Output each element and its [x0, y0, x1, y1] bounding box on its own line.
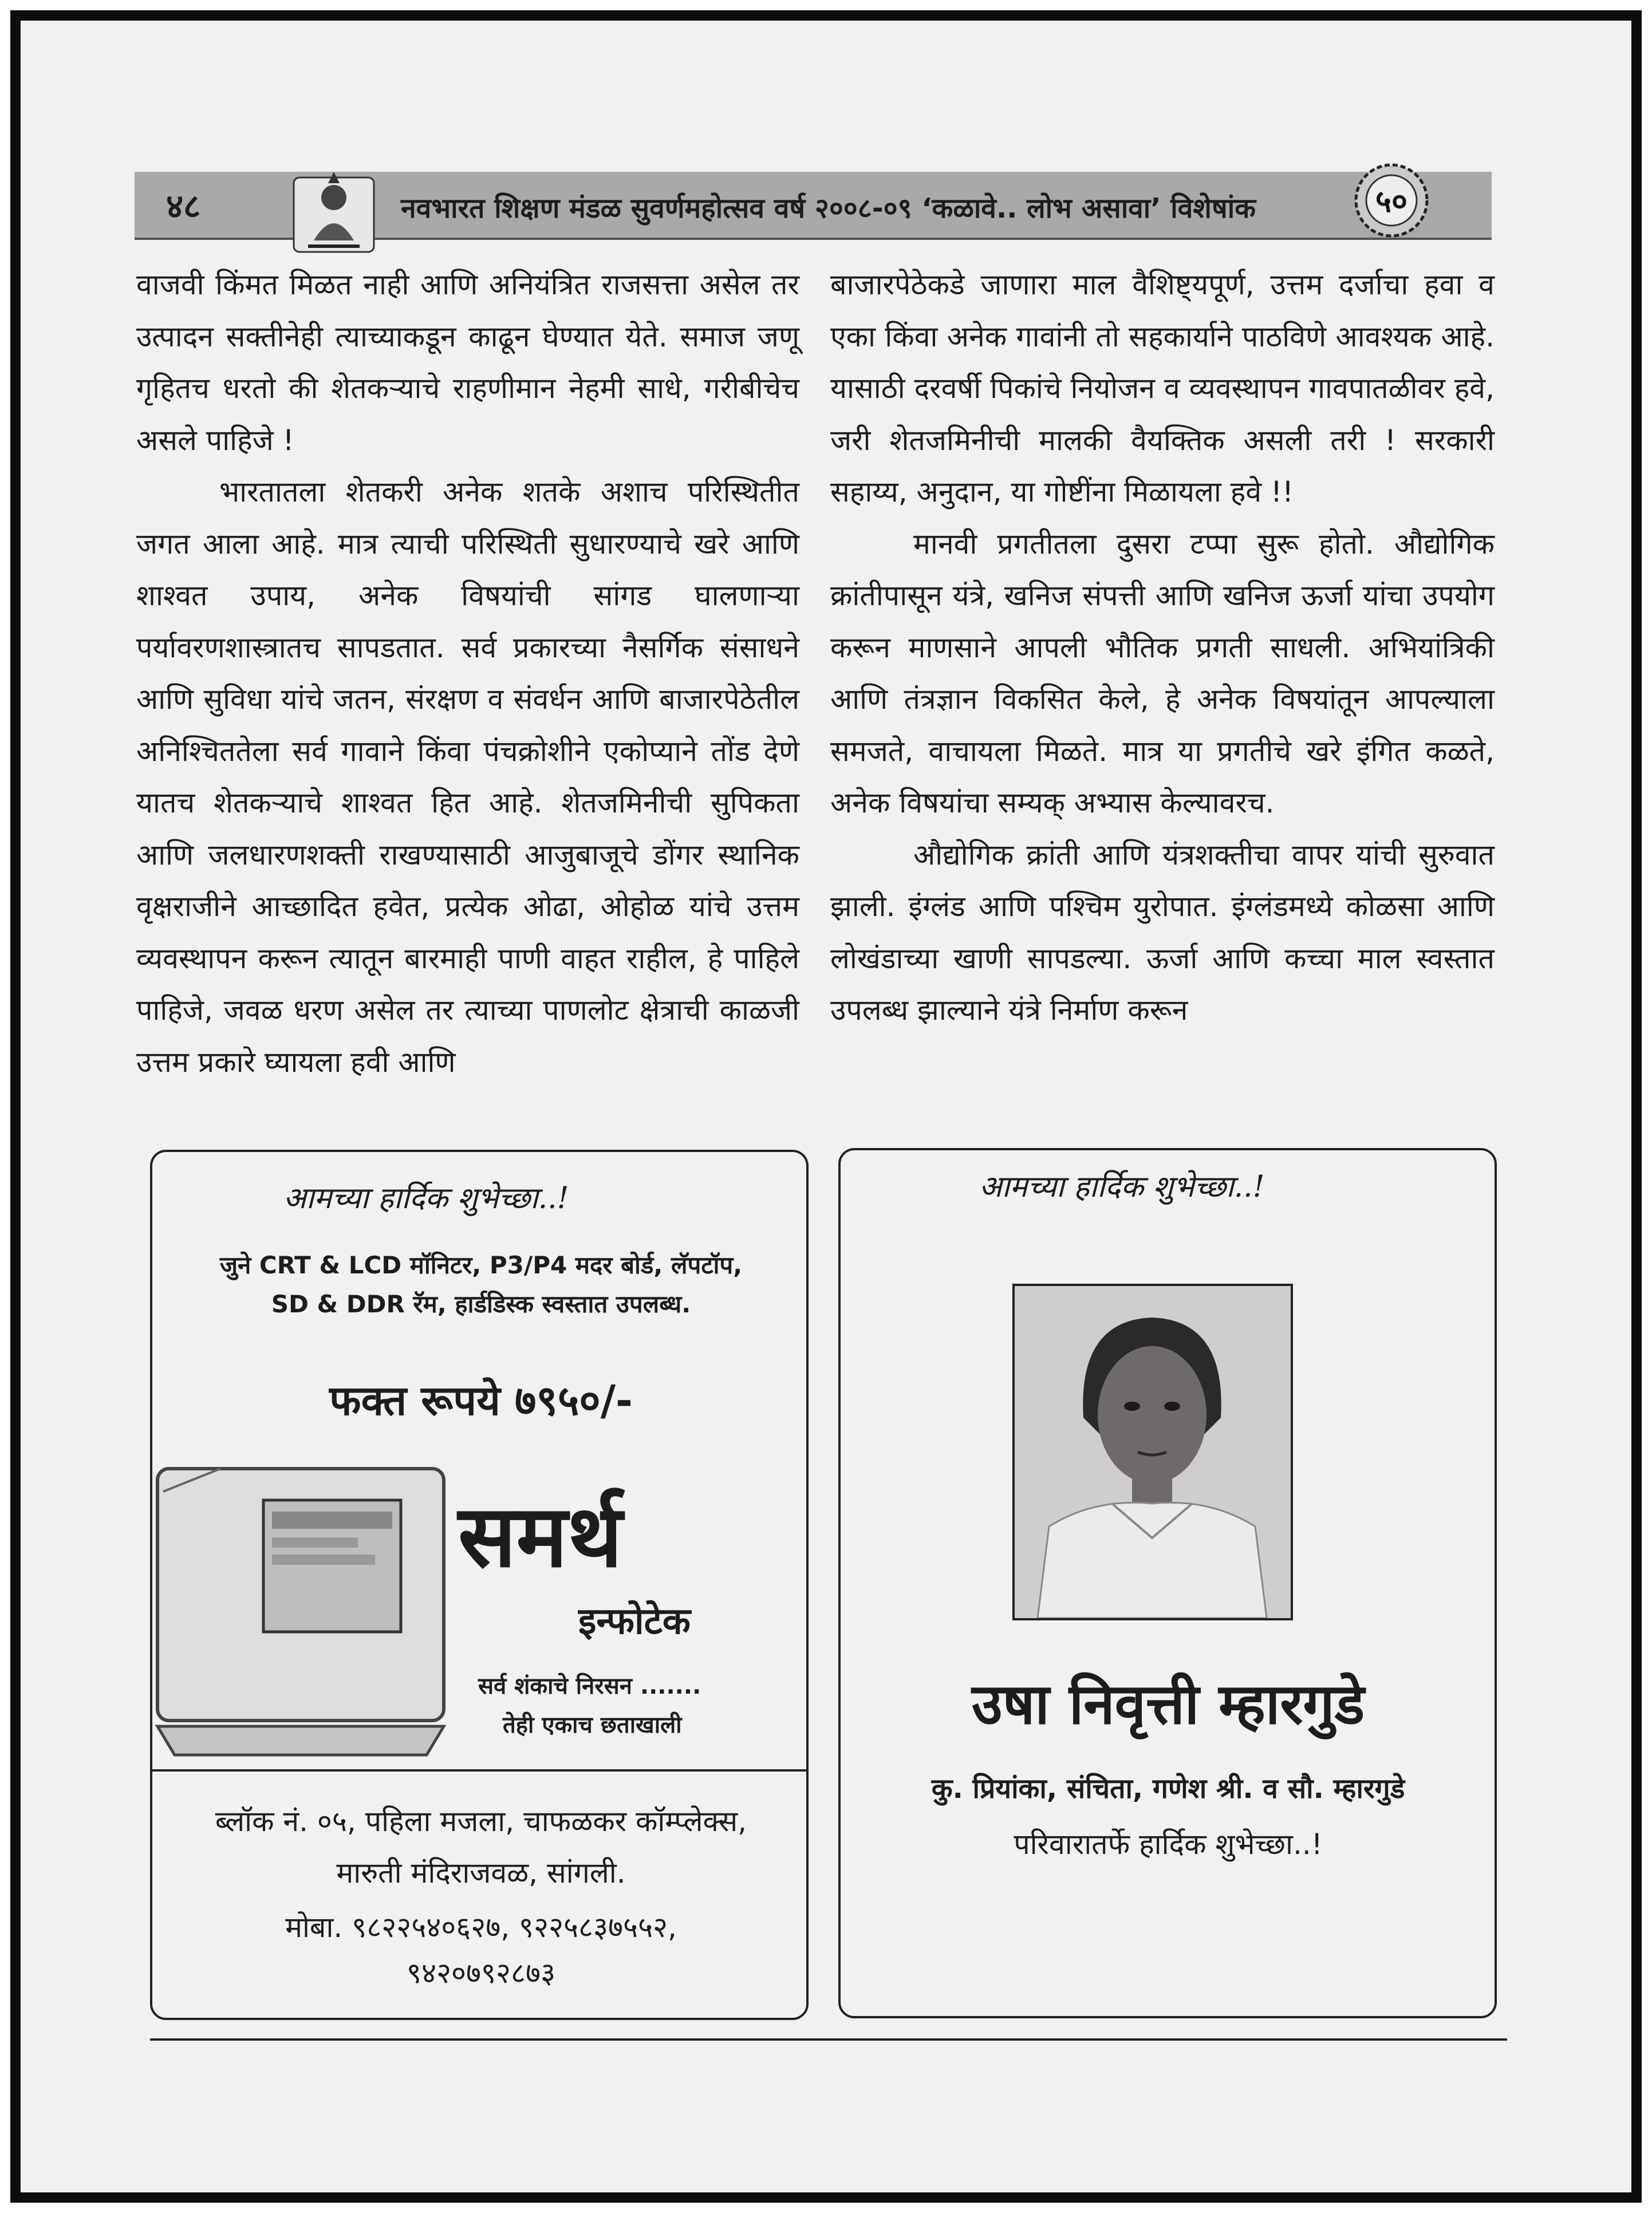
ad-address: ब्लॉक नं. ०५, पहिला मजला, चाफळकर कॉम्प्लेक्स,: [215, 1805, 747, 1838]
golden-jubilee-emblem-icon: [1351, 160, 1432, 240]
article-left-column: [136, 259, 799, 1088]
ad-tagline: तेही एकाच छताखाली: [503, 1712, 682, 1738]
ad-phone: मोबा. ९८२२५४०६२७, ९२२५८३७५५२,: [285, 1911, 677, 1944]
article-paragraph: औद्योगिक क्रांती आणि यंत्रशक्तीचा वापर यांची सुरुवात झाली. इंग्लंड आणि पश्चिम युरोपात. इंग्लंडमध्ये कोळसा आणि लोखंडाच्या खाणी सापडल्या. ऊर्जा आणि कच्चा माल स्वस्तात उपलब्ध झाल्याने यंत्रे निर्माण करून: [830, 838, 1495, 1027]
ad-greeting: आमच्या हार्दिक शुभेच्छा..!: [283, 1181, 569, 1216]
ad-greeting: आमच्या हार्दिक शुभेच्छा..!: [979, 1170, 1265, 1204]
article-paragraph: वाजवी किंमत मिळत नाही आणि अनियंत्रित राजसत्ता असेल तर उत्पादन सक्तीनेही त्याच्याकडून काढून घेण्यात येते. समाज जणू गृहितच धरतो की शेतकऱ्याचे राहणीमान नेहमी साधे, गरीबीचेच असले पाहिजे !: [136, 268, 799, 457]
ad-brand-sub: इन्फोटेक: [578, 1600, 691, 1643]
ad-products-line: SD & DDR रॅम, हार्डडिस्क स्वस्तात उपलब्ध.: [271, 1290, 691, 1318]
ad-divider: [151, 1769, 807, 1772]
article-paragraph: बाजारपेठेकडे जाणारा माल वैशिष्ट्यपूर्ण, उत्तम दर्जाचा हवा व एका किंवा अनेक गावांनी तो सहकार्याने पाठविणे आवश्यक आहे. यासाठी दरवर्षी पिकांचे नियोजन व व्यवस्थापन गावपातळीवर हवे, जरी शेतजमिनीची मालकी वैयक्तिक असली तरी ! सरकारी सहाय्य, अनुदान, या गोष्टींना मिळायला हवे !!: [830, 268, 1495, 508]
ad-tagline: सर्व शंकाचे निरसन .......: [478, 1673, 701, 1699]
greeting-wish: परिवारातर्फे हार्दिक शुभेच्छा..!: [1014, 1828, 1323, 1861]
article-paragraph: भारतातला शेतकरी अनेक शतके अशाच परिस्थितीत जगत आला आहे. मात्र त्याची परिस्थिती सुधारण्याचे खरे आणि शाश्वत उपाय, अनेक विषयांची सांगड घालणाऱ्या पर्यावरणशास्त्रातच सापडतात. सर्व प्रकारच्या नैसर्गिक संसाधने आणि सुविधा यांचे जतन, संरक्षण व संवर्धन आणि बाजारपेठेतील अनिश्चिततेला सर्व गावाने किंवा पंचक्रोशीने एकोप्याने तोंड देणे यातच शेतकऱ्याचे शाश्वत हित आहे. शेतजमिनीची सुपिकता आणि जलधारणशक्ती राखण्यासाठी आजुबाजूचे डोंगर स्थानिक वृक्षराजीने आच्छादित हवेत, प्रत्येक ओढा, ओहोळ यांचे उत्तम व्यवस्थापन करून त्यातून बारमाही पाणी वाहत राहील, हे पाहिले पाहिजे, जवळ धरण असेल तर त्याच्या पाणलोट क्षेत्राची काळजी उत्तम प्रकारे घ्यायला हवी आणि: [136, 475, 799, 1079]
crt-monitor-icon: [152, 1457, 450, 1766]
ad-products-line: जुने CRT & LCD मॉनिटर, P3/P4 मदर बोर्ड, लॅपटॉप,: [219, 1251, 743, 1279]
ad-price: फक्त रूपये ७९५०/-: [329, 1376, 633, 1425]
emblem-text: ५०: [1375, 183, 1408, 219]
header-title: नवभारत शिक्षण मंडळ सुवर्णमहोत्सव वर्ष २००८-०९ ‘कळावे.. लोभ असावा’ विशेषांक: [401, 192, 1256, 224]
institution-logo-icon: [291, 166, 377, 263]
honoree-name: उषा निवृत्ती म्हारगुडे: [971, 1671, 1365, 1737]
article-right-column: [830, 259, 1495, 1036]
portrait-photo: [1012, 1284, 1293, 1620]
ad-phone: ९४२०७९२८७३: [407, 1956, 555, 1990]
portrait-icon: [1015, 1286, 1291, 1618]
page-number: ४८: [166, 187, 201, 226]
ad-brand: समर्थ: [458, 1486, 622, 1587]
ad-address: मारुती मंदिराजवळ, सांगली.: [336, 1856, 626, 1889]
family-names: कु. प्रियांका, संचिता, गणेश श्री. व सौ. म्हारगुडे: [931, 1773, 1405, 1805]
article-paragraph: मानवी प्रगतीतला दुसरा टप्पा सुरू होतो. औद्योगिक क्रांतीपासून यंत्रे, खनिज संपत्ती आणि खनिज ऊर्जा यांचा उपयोग करून माणसाने आपली भौतिक प्रगती साधली. अभियांत्रिकी आणि तंत्रज्ञान विकसित केले, हे अनेक विषयांतून आपल्याला समजते, वाचायला मिळते. मात्र या प्रगतीचे खरे इंगित कळते, अनेक विषयांचा सम्यक् अभ्यास केल्यावरच.: [830, 527, 1495, 819]
footer-rule: [150, 2038, 1507, 2041]
